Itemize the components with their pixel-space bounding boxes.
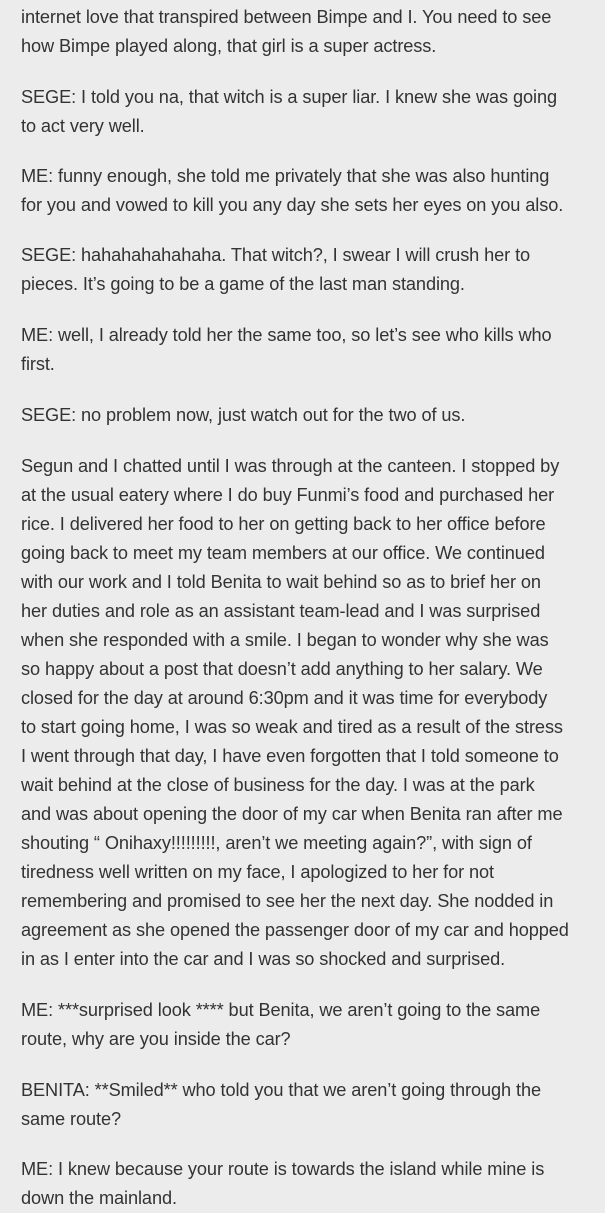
dialogue-sege: SEGE: no problem now, just watch out for the two of us. [21, 405, 466, 425]
dialogue-sege: SEGE: hahahahahahaha. That witch?, I swear I will crush her to pieces. It’s going to be a game of the last man standing. [21, 245, 531, 294]
dialogue-me: ME: well, I already told her the same too, so let’s see who kills who first. [21, 325, 552, 374]
story-paragraph: internet love that transpired between Bimpe and I. You need to see how Bimpe played along, that girl is a super actress. [21, 7, 552, 56]
dialogue-me: ME: funny enough, she told me privately that she was also hunting for you and vowed to kill you any day she sets her eyes on you also. [21, 166, 564, 215]
dialogue-me: ME: ***surprised look **** but Benita, we aren’t going to the same route, why are you inside the car? [21, 1000, 541, 1049]
dialogue-benita: BENITA: **Smiled** who told you that we aren’t going through the same route? [21, 1080, 541, 1129]
dialogue-sege: SEGE: I told you na, that witch is a super liar. I knew she was going to act very well. [21, 87, 557, 136]
story-paragraph: Segun and I chatted until I was through at the canteen. I stopped by at the usual eatery where I do buy Funmi’s food and purchased her rice. I delivered her food to her on getting back to her office before going back to meet my team members at our office. We continued with our work and I told Benita to wait behind so as to brief her on her duties and role as an assistant team-lead and I was surprised when she responded with a smile. I began to wonder why she was so happy about a post that doesn’t add anything to her salary. We closed for the day at around 6:30pm and it was time for everybody to start going home, I was so weak and tired as a result of the stress I went through that day, I have even forgotten that I told someone to wait behind at the close of business for the day. I was at the park and was about opening the door of my car when Benita ran after me shouting “ Onihaxy!!!!!!!!!, aren’t we meeting again?”, with sign of tiredness well written on my face, I apologized to her for not remembering and promised to see her the next day. She nodded in agreement as she opened the passenger door of my car and hopped in as I enter into the car and I was so shocked and surprised. [21, 456, 569, 969]
dialogue-me: ME: I knew because your route is towards the island while mine is down the mainland. [21, 1159, 545, 1208]
